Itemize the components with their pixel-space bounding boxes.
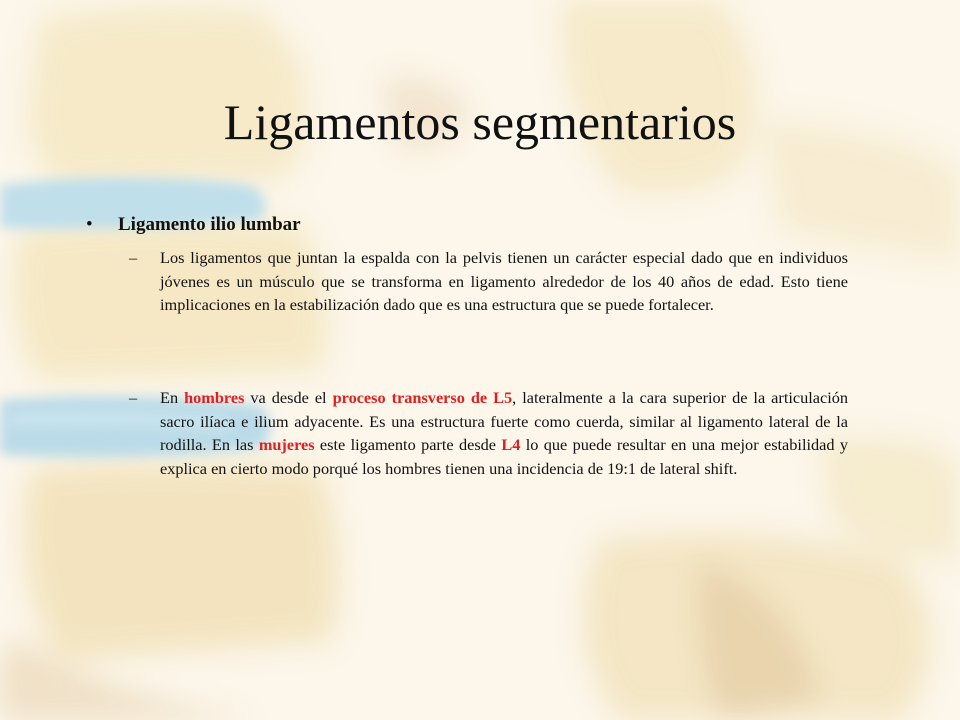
text-run: En bbox=[160, 388, 185, 407]
highlight-proceso-transverso: proceso transverso de L5 bbox=[332, 388, 513, 407]
bullet-marker: • bbox=[86, 214, 93, 235]
text-run: , lateralmente a la cara superior de la articulación sacro ilíaca e ilium adyacente. Es una estructura fuerte como cuerda, similar al ligamento lateral de la rodilla. En las bbox=[160, 388, 849, 454]
sub-item-1 bbox=[120, 246, 848, 317]
dash-marker: – bbox=[129, 388, 138, 407]
highlight-l4: L4 bbox=[501, 435, 521, 454]
text-run: va desde el bbox=[244, 388, 333, 407]
dash-marker: – bbox=[129, 248, 138, 267]
highlight-mujeres: mujeres bbox=[258, 435, 315, 454]
paragraph-2 bbox=[160, 386, 848, 480]
text-run: este ligamento parte desde bbox=[314, 435, 502, 454]
bullet-heading: Ligamento ilio lumbar bbox=[118, 214, 301, 235]
highlight-hombres: hombres bbox=[184, 388, 245, 407]
sub-item-2 bbox=[120, 386, 848, 480]
text-run: lo que puede resultar en una mejor estabilidad y explica en cierto modo porqué los hombres tienen una incidencia de 19:1 de lateral shift. bbox=[160, 435, 848, 478]
page-title: Ligamentos segmentarios bbox=[223, 94, 737, 150]
paragraph-1: Los ligamentos que juntan la espalda con la pelvis tienen un carácter especial dado que en individuos jóvenes es un músculo que se transforma en ligamento alrededor de los 40 años de edad. Esto tiene implicaciones en la estabilización dado que es una estructura que se puede fortalecer. bbox=[160, 248, 848, 314]
